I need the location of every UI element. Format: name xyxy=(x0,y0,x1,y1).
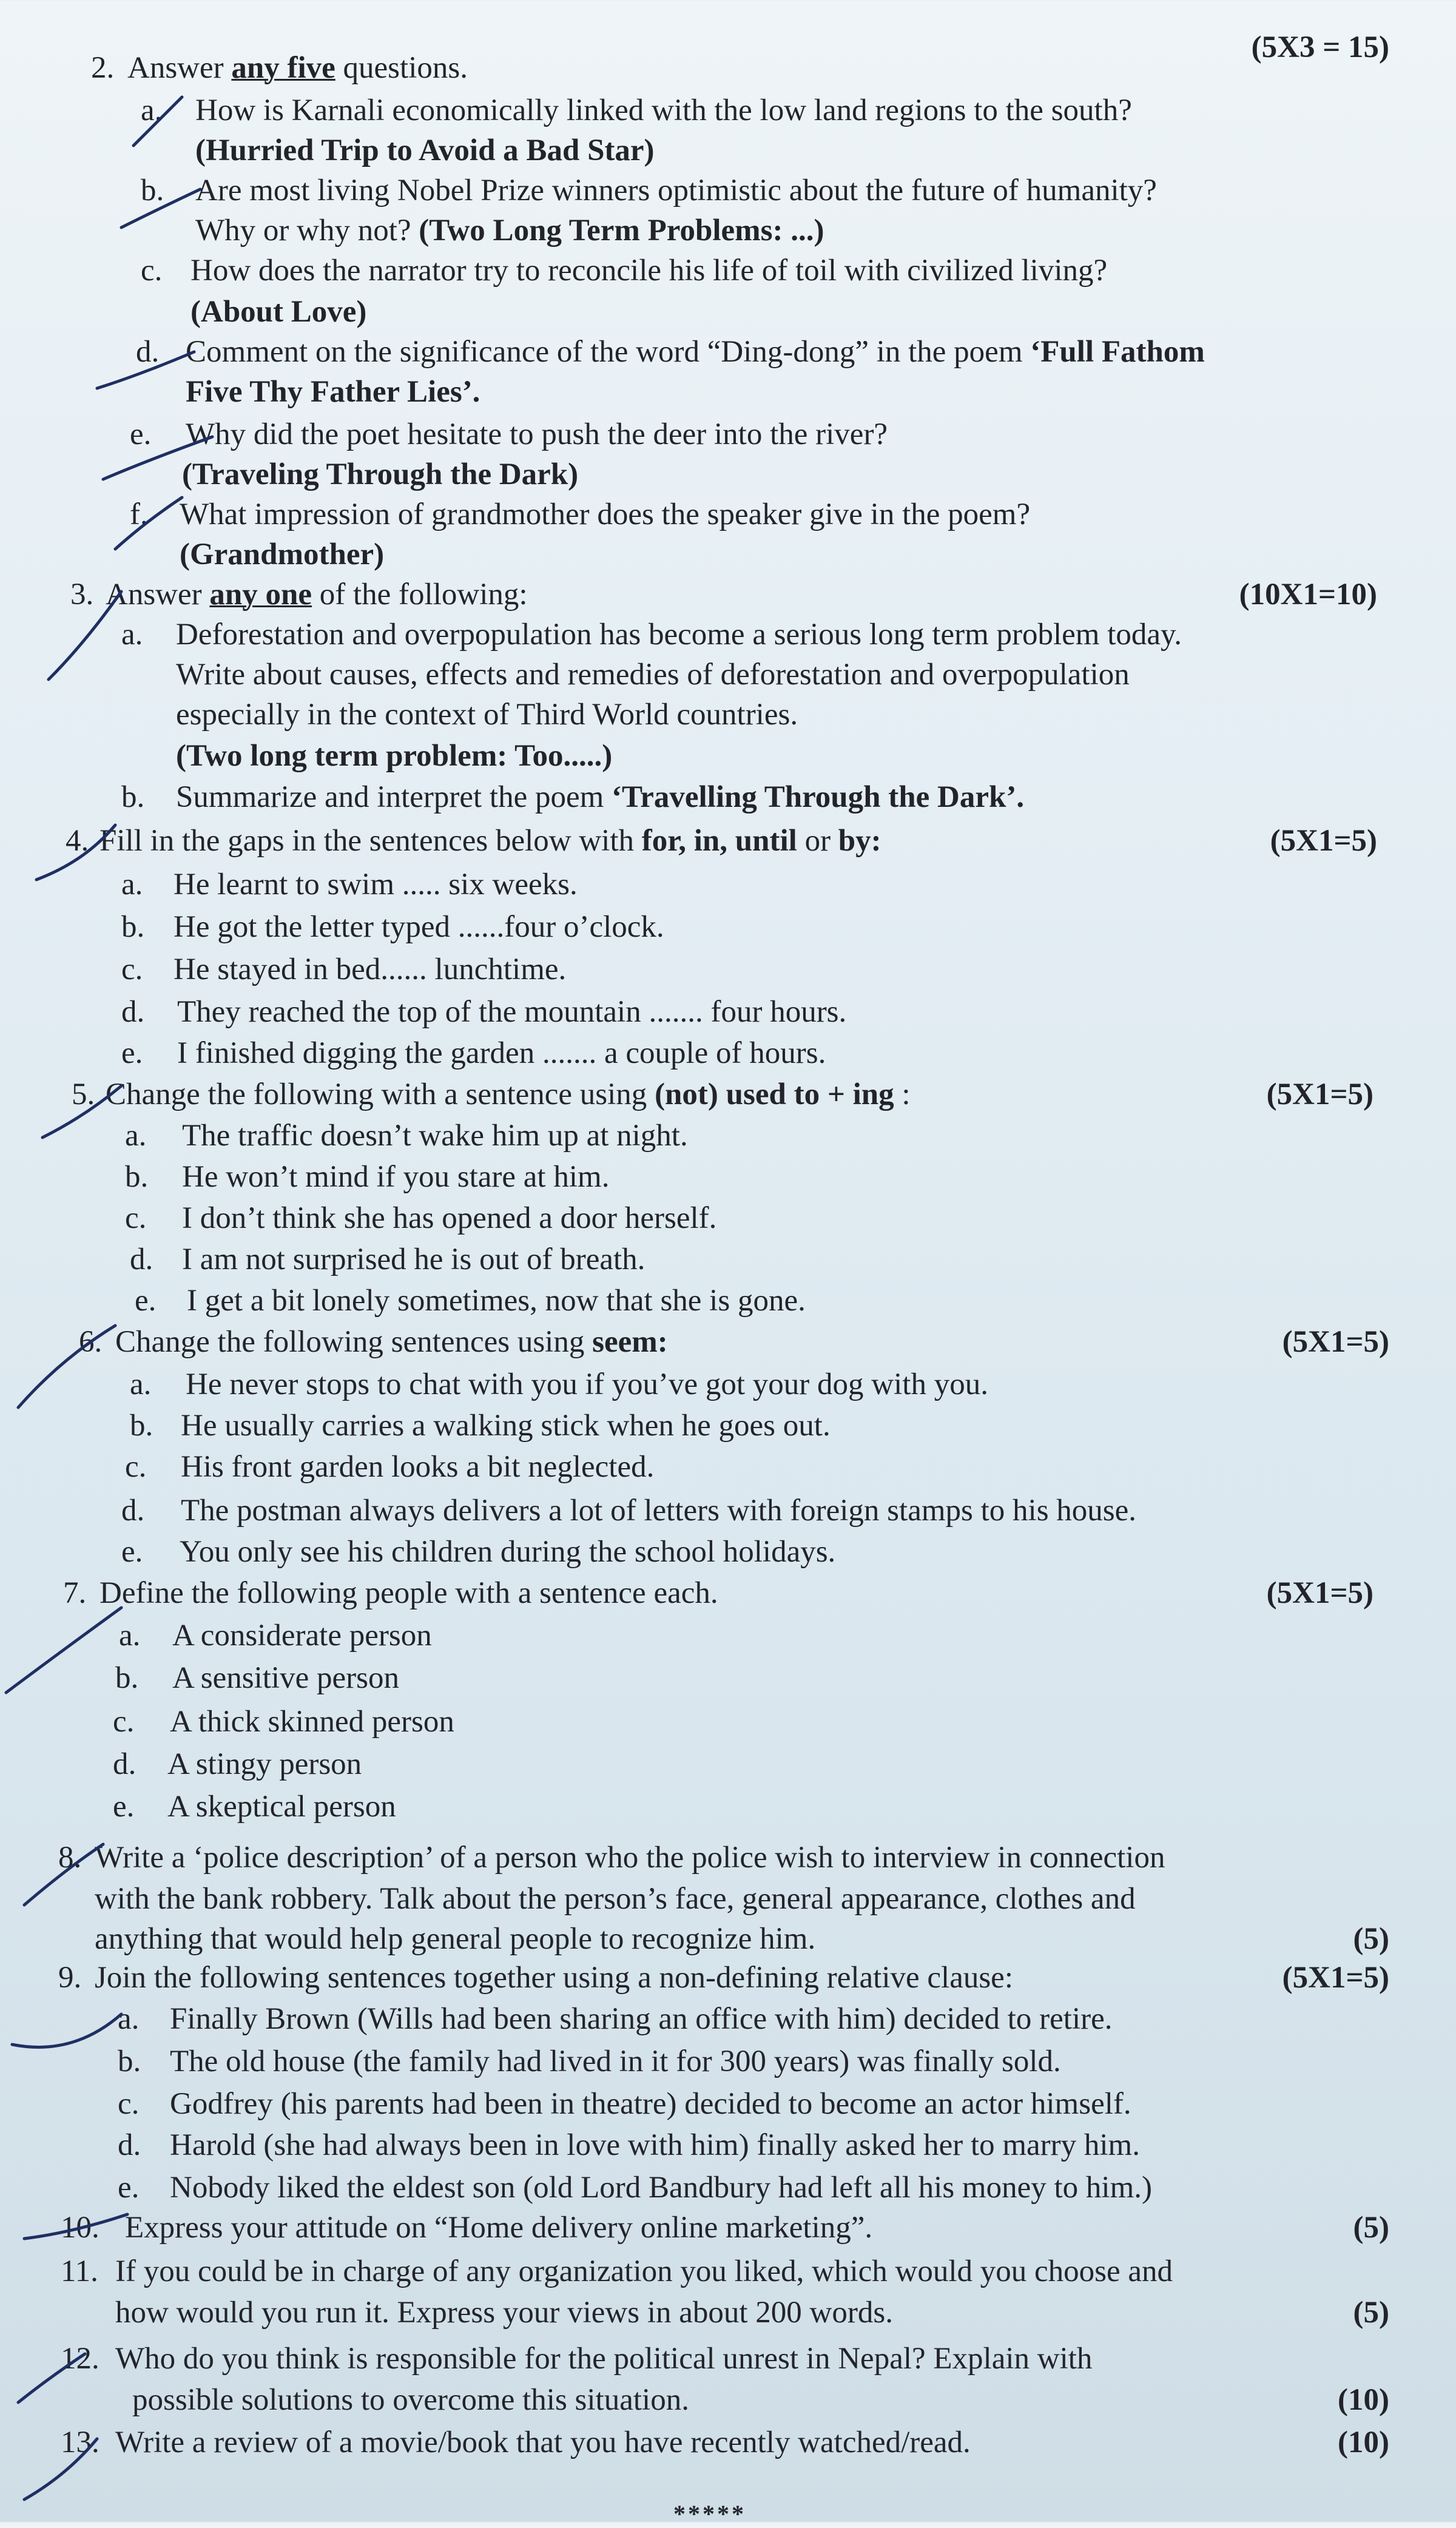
q3-item-b: b. Summarize and interpret the poem ‘Travelling Through the Dark’. xyxy=(121,780,1025,814)
question-9-header: 9. Join the following sentences together using a non-defining relative clause: (5X1=5) xyxy=(58,1961,1389,1995)
q7-item-d: d. A stingy person xyxy=(113,1747,362,1781)
question-4-header: 4. Fill in the gaps in the sentences below with for, in, until or by: (5X1=5) xyxy=(66,824,1377,858)
question-12-line1: 12. Who do you think is responsible for the political unrest in Nepal? Explain with xyxy=(61,2342,1093,2376)
q3-item-a: a. Deforestation and overpopulation has become a serious long term problem today. xyxy=(121,618,1182,652)
question-number: 2. xyxy=(91,51,115,85)
q2-item-d-line2: Five Thy Father Lies’. xyxy=(186,375,480,409)
q7-item-a: a. A considerate person xyxy=(119,1619,432,1653)
question-8-line1: 8. Write a ‘police description’ of a person who the police wish to interview in connection xyxy=(58,1841,1165,1875)
question-11-line1: 11. If you could be in charge of any organization you liked, which would you choose and xyxy=(61,2254,1173,2288)
question-8-line3: anything that would help general people to recognize him. (5) xyxy=(95,1922,1389,1956)
q9-item-c: c. Godfrey (his parents had been in theatre) decided to become an actor himself. xyxy=(118,2087,1131,2121)
q2-item-a: a. How is Karnali economically linked with the low land regions to the south? xyxy=(141,93,1132,127)
q9-item-d: d. Harold (she had always been in love with him) finally asked her to marry him. xyxy=(118,2128,1140,2162)
question-10: 10. Express your attitude on “Home delivery online marketing”. (5) xyxy=(61,2211,1389,2245)
q5-item-c: c. I don’t think she has opened a door herself. xyxy=(125,1201,717,1235)
question-12-line2: possible solutions to overcome this situation. (10) xyxy=(132,2383,1389,2417)
q5-item-e: e. I get a bit lonely sometimes, now that she is gone. xyxy=(135,1284,806,1318)
question-11-line2: how would you run it. Express your views in about 200 words. (5) xyxy=(115,2296,1389,2330)
q2-item-f: f. What impression of grandmother does the speaker give in the poem? xyxy=(130,497,1031,531)
q2-item-e-source: (Traveling Through the Dark) xyxy=(182,457,579,491)
end-of-paper-stars: ***** xyxy=(673,2500,746,2527)
question-5-header: 5. Change the following with a sentence using (not) used to + ing : (5X1=5) xyxy=(72,1077,1373,1111)
q4-item-e: e. I finished digging the garden ....... a couple of hours. xyxy=(121,1036,826,1070)
q3-item-a-line3: especially in the context of Third World countries. xyxy=(176,698,798,732)
q9-item-e: e. Nobody liked the eldest son (old Lord Bandbury had left all his money to him.) xyxy=(118,2171,1152,2205)
q6-item-d: d. The postman always delivers a lot of letters with foreign stamps to his house. xyxy=(121,1494,1137,1528)
question-8-line2: with the bank robbery. Talk about the person’s face, general appearance, clothes and xyxy=(95,1882,1136,1916)
q2-item-c: c. How does the narrator try to reconcile his life of toil with civilized living? xyxy=(141,254,1108,288)
question-text: Answer any five questions. xyxy=(127,51,468,85)
q2-item-f-source: (Grandmother) xyxy=(180,538,385,571)
q4-item-d: d. They reached the top of the mountain ....... four hours. xyxy=(121,995,847,1029)
question-6-header: 6. Change the following sentences using seem: (5X1=5) xyxy=(79,1325,1389,1359)
q5-item-b: b. He won’t mind if you stare at him. xyxy=(125,1160,610,1194)
q7-item-c: c. A thick skinned person xyxy=(113,1705,454,1739)
q9-item-a: a. Finally Brown (Wills had been sharing an office with him) decided to retire. xyxy=(118,2002,1113,2036)
q2-item-b-line2: Why or why not? (Two Long Term Problems: ...) xyxy=(195,214,824,248)
q5-item-a: a. The traffic doesn’t wake him up at night. xyxy=(125,1119,688,1153)
q9-item-b: b. The old house (the family had lived in it for 300 years) was finally sold. xyxy=(118,2044,1061,2078)
q4-item-c: c. He stayed in bed...... lunchtime. xyxy=(121,952,567,986)
question-7-header: 7. Define the following people with a sentence each. (5X1=5) xyxy=(63,1576,1373,1610)
q4-item-b: b. He got the letter typed ......four o’clock. xyxy=(121,910,664,944)
question-marks: (5X3 = 15) xyxy=(1251,30,1389,64)
q6-item-e: e. You only see his children during the school holidays. xyxy=(121,1535,836,1569)
q7-item-e: e. A skeptical person xyxy=(113,1790,396,1824)
question-3-header: 3. Answer any one of the following: (10X1=10) xyxy=(70,578,1377,612)
q2-item-d: d. Comment on the significance of the word “Ding-dong” in the poem ‘Full Fathom xyxy=(136,335,1205,369)
q2-item-e: e. Why did the poet hesitate to push the deer into the river? xyxy=(130,417,888,451)
q6-item-b: b. He usually carries a walking stick when he goes out. xyxy=(130,1409,831,1443)
question-13: 13. Write a review of a movie/book that you have recently watched/read. (10) xyxy=(61,2425,1389,2459)
q5-item-d: d. I am not surprised he is out of breath. xyxy=(130,1242,645,1276)
q2-item-a-source: (Hurried Trip to Avoid a Bad Star) xyxy=(195,133,655,167)
q4-item-a: a. He learnt to swim ..... six weeks. xyxy=(121,868,578,902)
q6-item-c: c. His front garden looks a bit neglected. xyxy=(125,1450,655,1484)
q3-item-a-source: (Two long term problem: Too.....) xyxy=(176,739,613,773)
q7-item-b: b. A sensitive person xyxy=(115,1661,399,1695)
q6-item-a: a. He never stops to chat with you if you’ve got your dog with you. xyxy=(130,1367,988,1401)
question-2-header xyxy=(0,30,1456,87)
q3-item-a-line2: Write about causes, effects and remedies of deforestation and overpopulation xyxy=(176,658,1130,692)
q2-item-b: b. Are most living Nobel Prize winners optimistic about the future of humanity? xyxy=(141,174,1157,207)
q2-item-c-source: (About Love) xyxy=(190,295,367,329)
